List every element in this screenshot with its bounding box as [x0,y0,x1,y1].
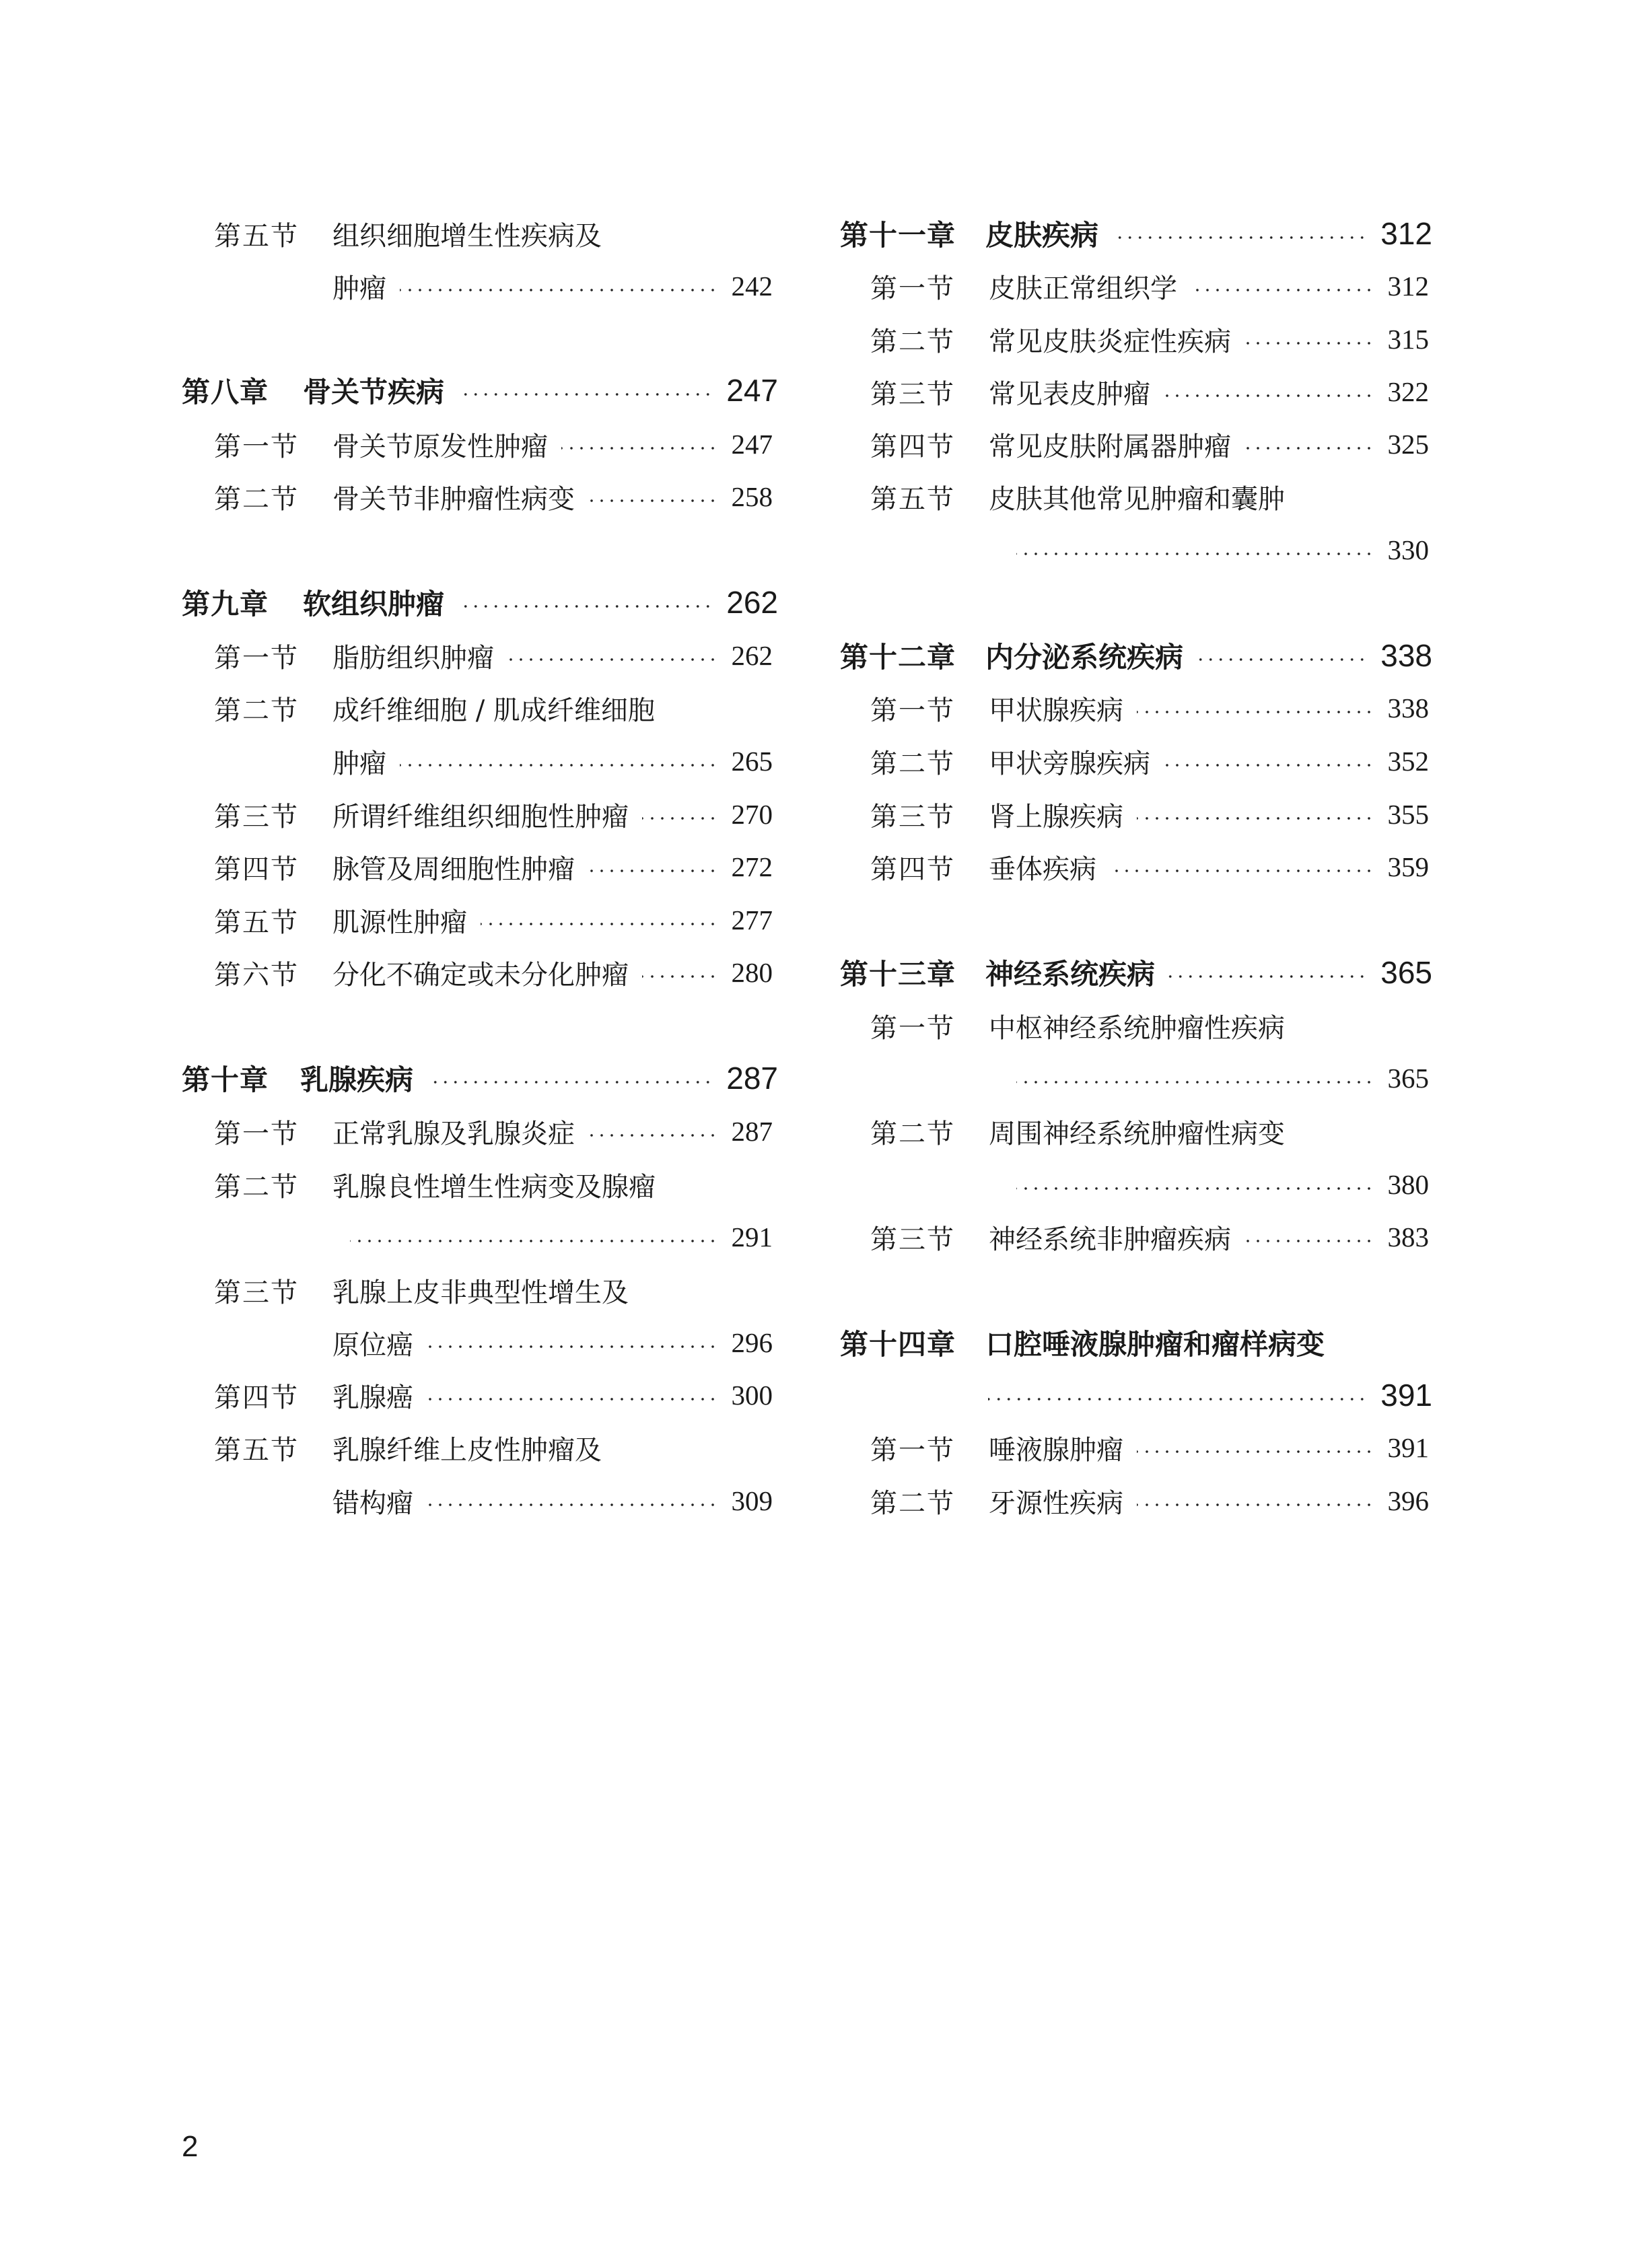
toc-chapter-entry [840,1319,1432,1366]
section-number: 第三节 [214,1277,299,1308]
section-title: 周围神经系统肿瘤性病变 [989,1118,1285,1149]
chapter-title: 皮肤疾病 [985,219,1099,252]
section-title: 牙源性疾病 [989,1487,1123,1519]
page-number: 277 [731,905,773,935]
chapter-number: 第十四章 [840,1328,956,1361]
toc-section-entry [214,210,773,257]
toc-chapter-entry [988,1372,1432,1419]
dot-leader [988,1398,1367,1401]
toc-section-entry [870,421,1429,468]
section-title: 中枢神经系统肿瘤性疾病 [989,1012,1285,1044]
page-number: 322 [1387,376,1429,407]
page-number: 272 [731,851,773,882]
dot-leader [400,764,718,767]
section-number: 第一节 [214,1118,299,1149]
page-number: 352 [1387,746,1429,777]
toc-chapter-entry [840,949,1432,996]
chapter-number: 第九章 [182,588,269,621]
section-number: 第三节 [870,1224,955,1255]
section-title: 骨关节非肿瘤性病变 [332,483,575,515]
toc-section-entry [870,1002,1429,1049]
dot-leader [588,870,718,872]
chapter-title: 软组织肿瘤 [303,588,445,621]
page-number: 287 [726,1061,778,1096]
section-title: 神经系统非肿瘤疾病 [989,1224,1231,1255]
page-number: 247 [726,373,778,408]
section-title: 垂体疾病 [989,853,1096,885]
section-title: 乳腺癌 [332,1382,413,1413]
dot-leader [1016,1187,1374,1190]
chapter-number: 第十一章 [840,219,956,252]
section-title: 正常乳腺及乳腺炎症 [332,1118,575,1149]
page-number: 396 [1387,1485,1429,1516]
toc-section-entry [1016,1055,1429,1102]
section-number: 第一节 [870,1434,955,1466]
page-number: 391 [1380,1378,1432,1413]
section-number: 第五节 [870,483,955,515]
toc-section-entry [214,1267,773,1314]
section-number: 第四节 [214,1382,299,1413]
toc-section-entry [350,1213,773,1261]
dot-leader [1137,1450,1374,1453]
toc-section-entry [214,632,773,679]
toc-section-entry [214,843,773,890]
section-title: 组织细胞增生性疾病及 [332,220,602,252]
chapter-title: 口腔唾液腺肿瘤和瘤样病变 [985,1328,1325,1361]
page-number: 262 [726,585,778,620]
toc-section-entry [870,738,1429,785]
page-number: 265 [731,746,773,777]
toc-section-entry [870,791,1429,838]
toc-section-entry [870,1108,1429,1155]
section-number: 第一节 [870,273,955,304]
section-number: 第二节 [870,1118,955,1149]
dot-leader [1164,764,1374,767]
chapter-title: 神经系统疾病 [985,958,1156,991]
dot-leader [1244,342,1374,345]
toc-section-entry [870,684,1429,732]
page-number: 309 [731,1485,773,1516]
section-title: 肿瘤 [332,748,386,779]
toc-section-entry [870,262,1429,310]
section-number: 第一节 [870,1012,955,1044]
dot-leader [1244,1240,1374,1242]
dot-leader [1244,447,1374,450]
page-number: 355 [1387,799,1429,830]
page-number: 338 [1380,638,1432,673]
section-title: 错构瘤 [332,1487,413,1519]
toc-section-entry [332,1319,773,1366]
chapter-number: 第十章 [182,1063,269,1096]
section-number: 第二节 [214,695,299,726]
chapter-number: 第八章 [182,376,269,409]
section-title: 肌源性肿瘤 [332,907,467,938]
toc-section-entry [870,316,1429,363]
page-number: 380 [1387,1169,1429,1200]
section-title: 分化不确定或未分化肿瘤 [332,959,629,991]
section-title: 皮肤其他常见肿瘤和囊肿 [989,483,1285,515]
dot-leader [588,1134,718,1137]
dot-leader [481,923,718,925]
section-number: 第四节 [870,431,955,462]
chapter-title: 乳腺疾病 [300,1063,414,1096]
chapter-title: 内分泌系统疾病 [985,641,1184,674]
page-number: 247 [731,429,773,460]
page-number: 242 [731,271,773,302]
section-number: 第一节 [214,642,299,674]
toc-section-entry [214,1161,773,1208]
folio-page-number: 2 [182,2130,199,2163]
page-number: 359 [1387,851,1429,882]
section-number: 第四节 [214,853,299,885]
dot-leader [1168,975,1367,978]
dot-leader [588,499,718,502]
section-title: 肿瘤 [332,273,386,304]
dot-leader [1164,394,1374,397]
section-title: 所谓纤维组织细胞性肿瘤 [332,801,629,832]
dot-leader [1016,553,1374,555]
page-number: 258 [731,481,773,512]
section-number: 第六节 [214,959,299,991]
toc-section-entry [214,949,773,996]
page-number: 325 [1387,429,1429,460]
toc-section-entry [214,421,773,468]
dot-leader [458,393,713,396]
page-number: 291 [731,1221,773,1252]
section-title: 乳腺上皮非典型性增生及 [332,1277,629,1308]
dot-leader [1016,1081,1374,1084]
dot-leader [1137,1503,1374,1506]
section-title: 常见表皮肿瘤 [989,378,1150,410]
dot-leader [642,817,718,820]
dot-leader [642,975,718,978]
dot-leader [427,1398,718,1401]
page-number: 338 [1387,693,1429,723]
section-title: 成纤维细胞 / 肌成纤维细胞 [332,695,655,726]
section-number: 第一节 [214,431,299,462]
toc-chapter-entry [182,1055,778,1102]
section-number: 第五节 [214,907,299,938]
dot-leader [1137,711,1374,713]
section-number: 第二节 [214,1171,299,1203]
section-title: 乳腺良性增生性病变及腺瘤 [332,1171,656,1203]
section-number: 第五节 [214,220,299,252]
section-title: 骨关节原发性肿瘤 [332,431,548,462]
toc-section-entry [214,473,773,520]
dot-leader [350,1240,718,1242]
page-number: 330 [1387,534,1429,565]
page-number: 296 [731,1327,773,1358]
section-title: 原位癌 [332,1329,413,1361]
section-title: 甲状腺疾病 [989,695,1123,726]
section-title: 肾上腺疾病 [989,801,1123,832]
chapter-number: 第十三章 [840,958,956,991]
dot-leader [427,1345,718,1348]
page-number: 383 [1387,1221,1429,1252]
section-title: 常见皮肤炎症性疾病 [989,326,1231,357]
section-number: 第三节 [870,801,955,832]
section-title: 皮肤正常组织学 [989,273,1177,304]
page-number: 287 [731,1116,773,1147]
section-number: 第三节 [214,801,299,832]
toc-chapter-entry [182,579,778,626]
dot-leader [561,447,718,450]
toc-section-entry [870,473,1429,520]
page-number: 365 [1380,955,1432,990]
toc-section-entry [214,896,773,944]
section-number: 第五节 [214,1434,299,1466]
dot-leader [427,1503,718,1506]
section-title: 唾液腺肿瘤 [989,1434,1123,1466]
dot-leader [458,605,713,608]
toc-section-entry [870,1424,1429,1471]
toc-section-entry [870,368,1429,415]
page-number: 315 [1387,324,1429,355]
toc-section-entry [214,684,773,732]
toc-section-entry [332,262,773,310]
toc-chapter-entry [182,367,778,414]
section-number: 第二节 [870,1487,955,1519]
page-number: 270 [731,799,773,830]
toc-section-entry [1016,526,1429,573]
toc-section-entry [870,843,1429,890]
dot-leader [400,289,718,291]
toc-section-entry [214,791,773,838]
section-title: 甲状旁腺疾病 [989,748,1150,779]
toc-section-entry [1016,1161,1429,1208]
section-number: 第三节 [870,378,955,410]
toc-section-entry [214,1108,773,1155]
section-number: 第一节 [870,695,955,726]
toc-section-entry [214,1372,773,1419]
chapter-title: 骨关节疾病 [303,376,445,409]
section-number: 第二节 [870,326,955,357]
page-number: 391 [1387,1432,1429,1463]
toc-chapter-entry [840,210,1432,257]
page-number: 280 [731,957,773,988]
section-title: 脂肪组织肿瘤 [332,642,494,674]
page-number: 365 [1387,1063,1429,1094]
section-number: 第二节 [214,483,299,515]
dot-leader [1137,817,1374,820]
section-number: 第二节 [870,748,955,779]
dot-leader [507,658,718,661]
chapter-number: 第十二章 [840,641,956,674]
dot-leader [427,1081,713,1084]
page-number: 312 [1387,271,1429,302]
page-number: 300 [731,1380,773,1411]
toc-section-entry [332,738,773,785]
page-number: 262 [731,640,773,671]
dot-leader [1197,658,1367,661]
section-title: 常见皮肤附属器肿瘤 [989,431,1231,462]
dot-leader [1191,289,1374,291]
section-title: 乳腺纤维上皮性肿瘤及 [332,1434,602,1466]
page-number: 312 [1380,216,1432,251]
toc-section-entry [870,1213,1429,1261]
toc-section-entry [870,1477,1429,1524]
dot-leader [1112,236,1367,239]
dot-leader [1110,870,1374,872]
section-number: 第四节 [870,853,955,885]
toc-section-entry [332,1477,773,1524]
section-title: 脉管及周细胞性肿瘤 [332,853,575,885]
toc-chapter-entry [840,632,1432,679]
toc-section-entry [214,1424,773,1471]
